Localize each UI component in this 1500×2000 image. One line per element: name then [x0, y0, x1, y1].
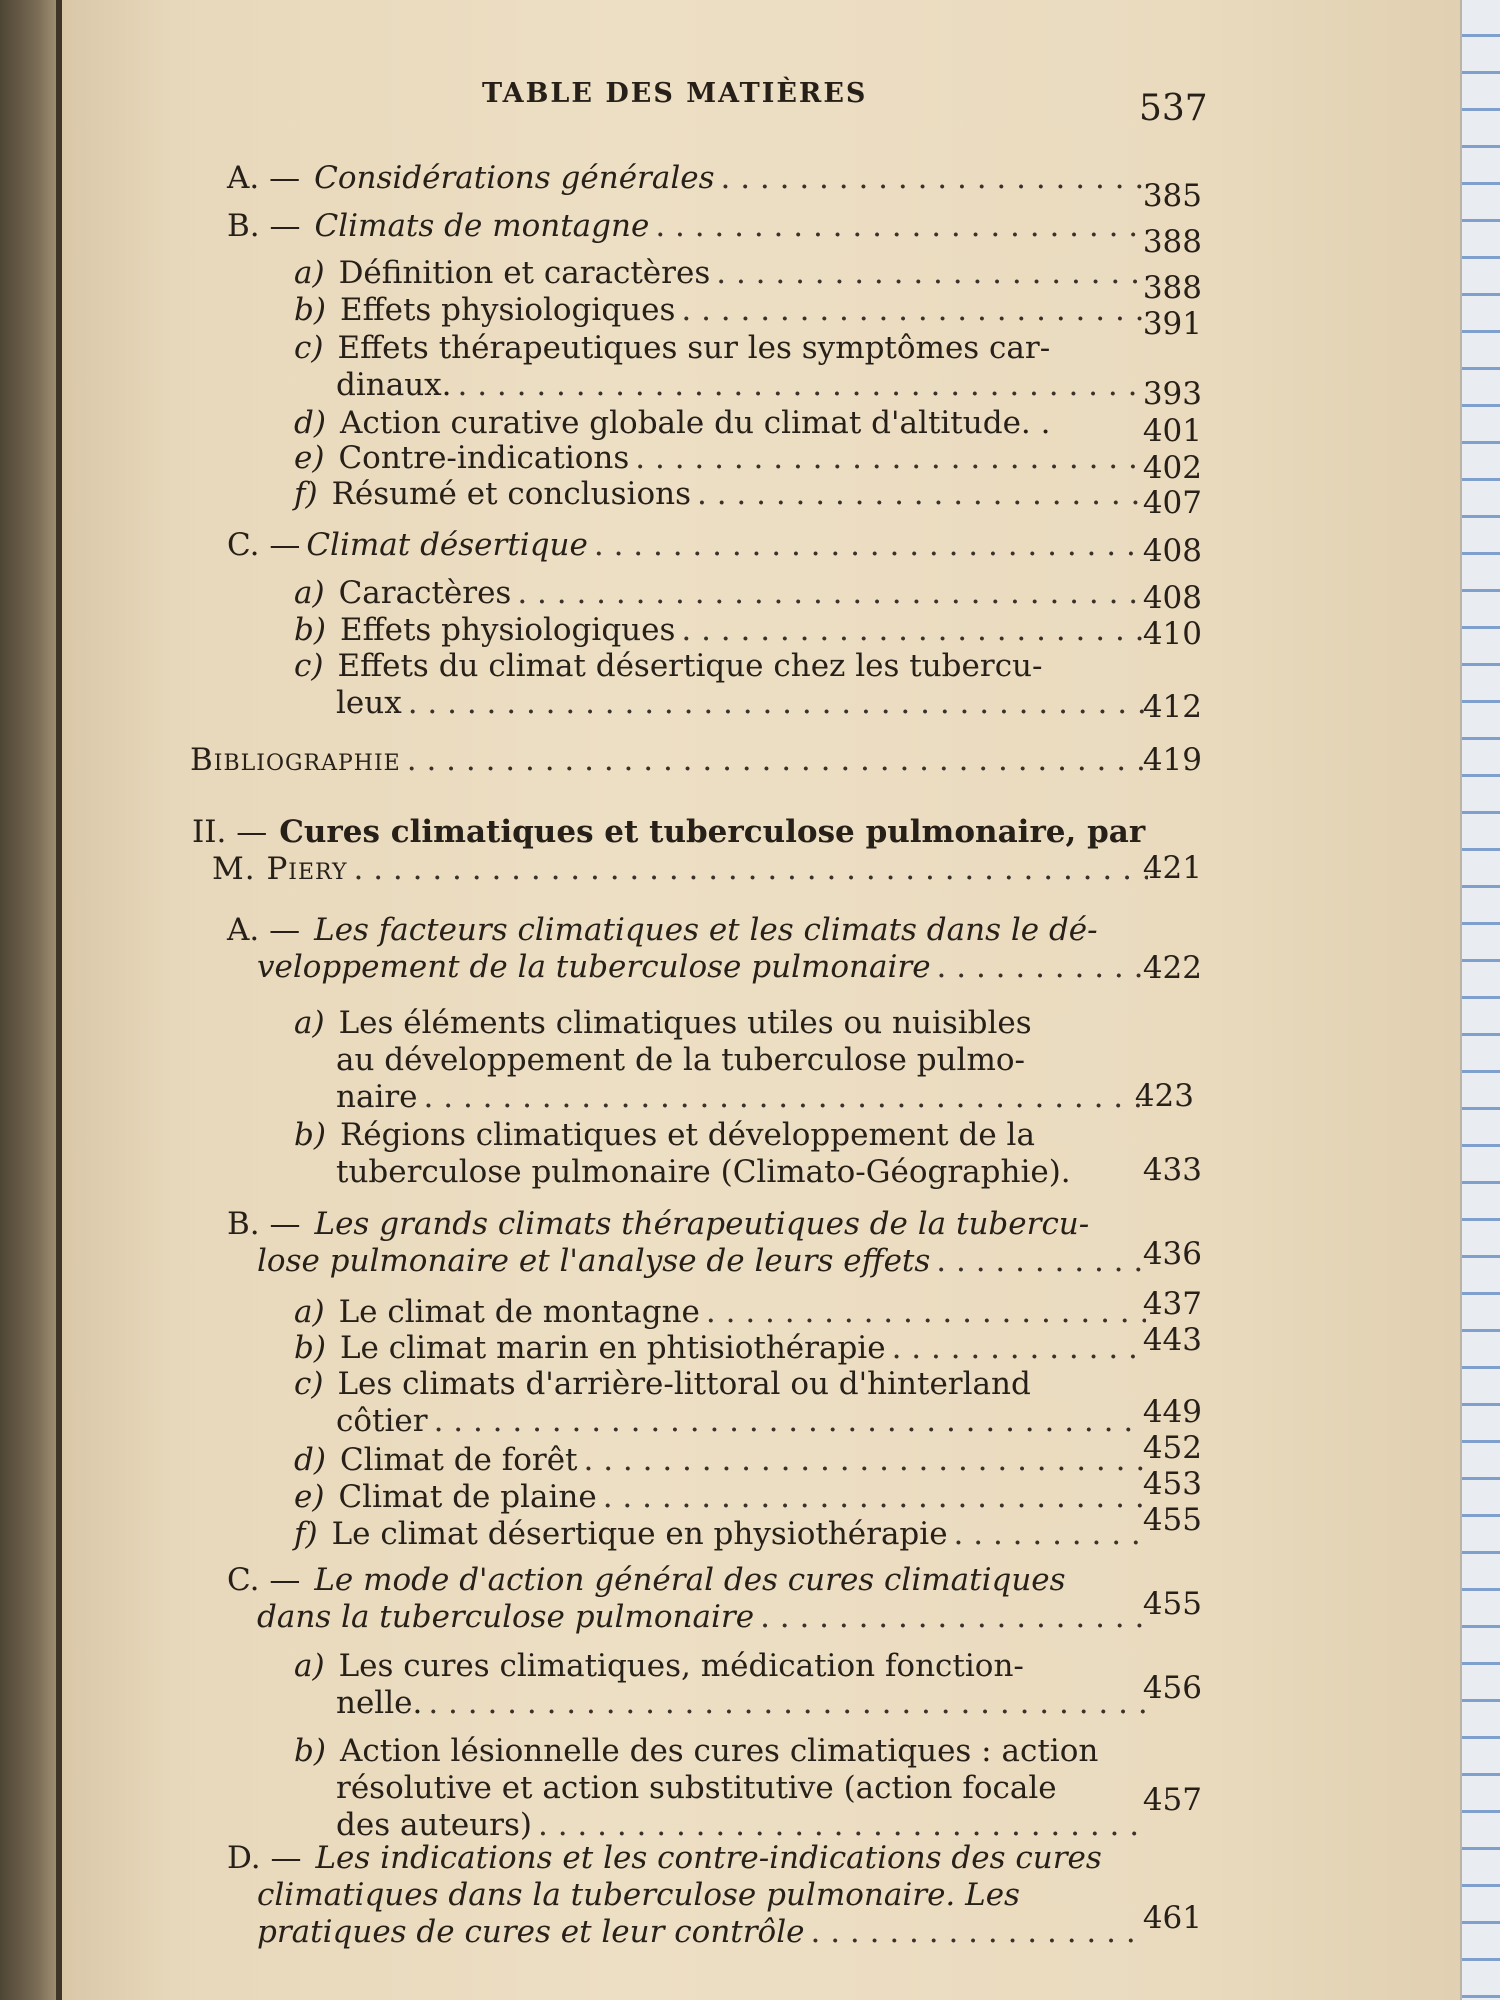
toc-page: 423 [1134, 1078, 1194, 1114]
toc-label: e) [294, 440, 325, 476]
toc-title-line1: Les grands climats thérapeutiques de la tubercu- [314, 1206, 1090, 1242]
toc-label: b) [294, 1117, 326, 1153]
toc-entry [294, 440, 1146, 477]
toc-title-line1: Les indications et les contre-indications des cures [315, 1840, 1102, 1876]
leader-dots [434, 1403, 1146, 1440]
toc-title-line1: Effets du climat désertique chez les tubercu- [337, 648, 1043, 684]
toc-title-line3: pratiques de cures et leur contrôle [257, 1914, 805, 1950]
toc-title-line2: lose pulmonaire et l'analyse de leurs effets [257, 1243, 931, 1279]
toc-title: Le climat désertique en physiothérapie [331, 1516, 948, 1552]
toc-label: e) [294, 1479, 325, 1515]
leader-dots [892, 1330, 1146, 1367]
toc-label: f) [294, 476, 318, 512]
toc-title: Définition et caractères [338, 255, 711, 291]
toc-label: A. — [227, 912, 301, 948]
leader-dots [681, 292, 1146, 329]
toc-label: c) [294, 648, 324, 684]
toc-entry [192, 814, 1148, 888]
leader-dots [937, 949, 1147, 986]
toc-entry [294, 1005, 1146, 1116]
leader-dots [603, 1479, 1146, 1516]
leader-dots [517, 575, 1146, 612]
toc-page: 401 [1142, 413, 1202, 449]
toc-entry [227, 1840, 1147, 1951]
leader-dots [810, 1914, 1147, 1951]
toc-title-line1: Effets thérapeutiques sur les symptômes car- [337, 330, 1051, 366]
toc-entry [294, 612, 1146, 649]
toc-entry [294, 1330, 1146, 1367]
toc-entry [294, 330, 1146, 404]
toc-page: 433 [1142, 1152, 1202, 1188]
toc-title: Action curative globale du climat d'altitude. . [339, 405, 1051, 441]
leader-dots [936, 1243, 1147, 1280]
leader-dots [721, 160, 1147, 197]
toc-entry [294, 292, 1146, 329]
leader-dots [407, 742, 1146, 779]
toc-label: a) [294, 1648, 325, 1684]
toc-title: Le climat marin en phtisiothérapie [339, 1330, 886, 1366]
leader-dots [458, 367, 1146, 404]
toc-entry [227, 912, 1147, 986]
toc-title: Effets physiologiques [339, 612, 676, 648]
leader-dots [716, 255, 1146, 292]
toc-page: 393 [1142, 376, 1202, 412]
toc-entry [294, 1366, 1146, 1440]
toc-label: B. — [227, 1206, 301, 1242]
toc-page: 453 [1142, 1466, 1202, 1502]
toc-entry [227, 527, 1147, 564]
toc-page: 436 [1142, 1236, 1202, 1272]
toc-page: 419 [1142, 742, 1202, 778]
toc-title-line1: Cures climatiques et tuberculose pulmonaire, par [279, 814, 1146, 850]
toc-title-line2: veloppement de la tuberculose pulmonaire [257, 949, 931, 985]
toc-page: 388 [1142, 224, 1202, 260]
toc-page: 455 [1142, 1586, 1202, 1622]
toc-title-line2: M. Piery [212, 851, 348, 887]
toc-page: 443 [1142, 1322, 1202, 1358]
toc-title-line2: au développement de la tuberculose pulmo- [336, 1042, 1025, 1078]
book-gutter-left [0, 0, 62, 2000]
toc-entry [294, 405, 1146, 442]
toc-label: d) [294, 405, 326, 441]
toc-label: b) [294, 1330, 326, 1366]
toc-entry [227, 160, 1147, 197]
toc-label: B. — [227, 208, 301, 244]
toc-entry [227, 1562, 1147, 1636]
toc-title: Climat désertique [306, 527, 588, 563]
toc-page: 456 [1142, 1670, 1202, 1706]
toc-title: Résumé et conclusions [331, 476, 691, 512]
leader-dots [697, 476, 1146, 513]
toc-page: 452 [1142, 1430, 1202, 1466]
toc-entry [227, 208, 1147, 245]
toc-entry [294, 1117, 1146, 1191]
toc-label: b) [294, 1733, 326, 1769]
toc-page: 402 [1142, 450, 1202, 486]
toc-entry [294, 575, 1146, 612]
toc-label: f) [294, 1516, 318, 1552]
leader-dots [706, 1294, 1146, 1331]
toc-label: C. — [227, 527, 301, 563]
toc-page: 457 [1142, 1782, 1202, 1818]
toc-page: 421 [1142, 850, 1202, 886]
leader-dots [594, 527, 1147, 564]
toc-title-line1: Action lésionnelle des cures climatiques : action [339, 1733, 1099, 1769]
toc-entry [190, 742, 1146, 779]
toc-label: c) [294, 1366, 324, 1402]
toc-page: 385 [1142, 178, 1202, 214]
toc-entry [294, 1648, 1146, 1722]
toc-page: 461 [1142, 1900, 1202, 1936]
leader-dots [584, 1442, 1147, 1479]
notebook-paper-edge [1460, 0, 1500, 2000]
toc-label: D. — [227, 1840, 302, 1876]
toc-title: Le climat de montagne [338, 1294, 700, 1330]
toc-entry [294, 1479, 1146, 1516]
toc-title-line2: résolutive et action substitutive (action focale [336, 1770, 1057, 1806]
toc-entry [294, 255, 1146, 292]
toc-title-line2: dinaux. [336, 367, 452, 403]
leader-dots [760, 1599, 1147, 1636]
toc-entry [294, 1516, 1146, 1553]
leader-dots [681, 612, 1146, 649]
toc-title: Bibliographie [190, 742, 401, 778]
toc-page: 449 [1142, 1394, 1202, 1430]
toc-title: Considérations générales [314, 160, 715, 196]
toc-label: b) [294, 292, 326, 328]
toc-title-line2: tuberculose pulmonaire (Climato-Géographie). [336, 1154, 1071, 1190]
toc-title-line1: Régions climatiques et développement de la [339, 1117, 1035, 1153]
leader-dots [353, 851, 1148, 888]
toc-entry [294, 1733, 1146, 1844]
toc-page: 410 [1142, 616, 1202, 652]
toc-title-line1: Les climats d'arrière-littoral ou d'hinterland [337, 1366, 1031, 1402]
toc-label: d) [294, 1442, 326, 1478]
toc-page: 437 [1142, 1286, 1202, 1322]
toc-title-line2: dans la tuberculose pulmonaire [257, 1599, 755, 1635]
toc-page: 422 [1142, 950, 1202, 986]
toc-label: c) [294, 330, 324, 366]
toc-title-line2: leux [336, 685, 402, 721]
toc-title-line1: Les facteurs climatiques et les climats dans le dé- [314, 912, 1098, 948]
toc-page: 388 [1142, 270, 1202, 306]
toc-entry [294, 1442, 1146, 1479]
toc-entry [294, 648, 1146, 722]
toc-title-line2: climatiques dans la tuberculose pulmonaire. Les [257, 1877, 1020, 1913]
table-of-contents [62, 0, 1460, 2000]
toc-label: b) [294, 612, 326, 648]
toc-entry [294, 476, 1146, 513]
toc-title: Contre-indications [338, 440, 630, 476]
toc-title-line2: côtier [336, 1403, 428, 1439]
toc-title-line1: Les cures climatiques, médication fonction- [338, 1648, 1024, 1684]
toc-label: A. — [227, 160, 301, 196]
toc-title: Effets physiologiques [339, 292, 676, 328]
leader-dots [538, 1807, 1146, 1844]
leader-dots [954, 1516, 1146, 1553]
toc-page: 408 [1142, 533, 1202, 569]
toc-title-line3: des auteurs) [336, 1807, 532, 1843]
toc-title: Climats de montagne [314, 208, 650, 244]
leader-dots [428, 1685, 1146, 1722]
toc-label: a) [294, 1294, 325, 1330]
toc-title-line2: nelle. [336, 1685, 423, 1721]
toc-title: Caractères [338, 575, 512, 611]
toc-page: 407 [1142, 485, 1202, 521]
book-page [62, 0, 1460, 2000]
toc-title-line3: naire [336, 1079, 418, 1115]
toc-title: Climat de forêt [339, 1442, 578, 1478]
toc-entry [227, 1206, 1147, 1280]
leader-dots [424, 1079, 1146, 1116]
toc-page: 391 [1142, 306, 1202, 342]
toc-label: C. — [227, 1562, 301, 1598]
toc-label: a) [294, 575, 325, 611]
leader-dots [408, 685, 1146, 722]
leader-dots [655, 208, 1147, 245]
toc-label: II. — [192, 814, 268, 850]
toc-title-line1: Les éléments climatiques utiles ou nuisibles [338, 1005, 1032, 1041]
toc-page: 412 [1142, 689, 1202, 725]
page-number: 537 [1139, 88, 1208, 129]
toc-page: 408 [1142, 580, 1202, 616]
running-title: TABLE DES MATIÈRES [482, 78, 868, 109]
toc-title: Climat de plaine [338, 1479, 597, 1515]
toc-label: a) [294, 255, 325, 291]
leader-dots [635, 440, 1146, 477]
toc-page: 455 [1142, 1502, 1202, 1538]
toc-title-line1: Le mode d'action général des cures climatiques [314, 1562, 1066, 1598]
toc-entry [294, 1294, 1146, 1331]
toc-label: a) [294, 1005, 325, 1041]
